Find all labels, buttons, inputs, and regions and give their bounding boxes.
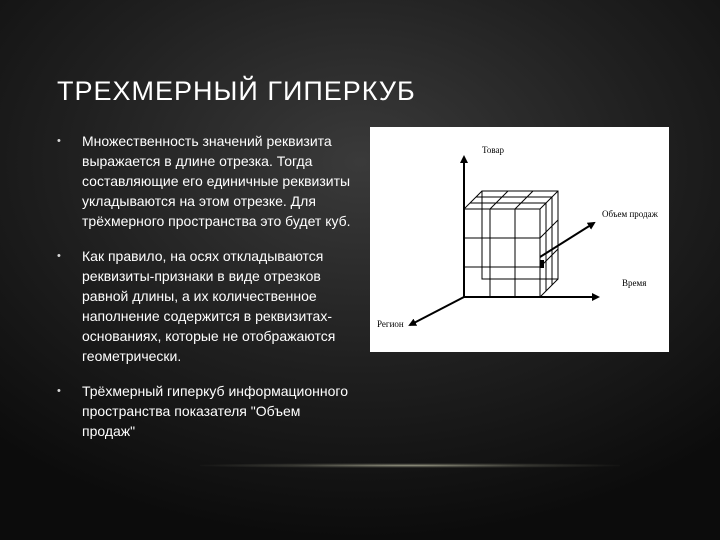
bullet-item [57,381,357,441]
hypercube-diagram [370,127,669,352]
bullet-item [57,246,357,366]
cube-edge [464,191,482,209]
cube-front-face [464,209,540,297]
axis-label-horizontal: Время [622,278,647,288]
grid-line [515,191,533,209]
bullet-text: Множественность значений реквизита выражается в длине отрезка. Тогда составляющие его единичные реквизиты укладываются на этом отрезке. Для трёхмерного пространства это будет куб. [82,133,351,229]
hypercube-figure [370,127,669,352]
highlighted-cell [540,260,544,268]
bullet-icon: • [57,135,61,147]
axis-label-vertical: Товар [482,145,504,155]
axis-label-diagonal: Регион [377,319,404,329]
grid-line [490,191,508,209]
cube-edge [540,191,558,209]
axis-label-depth: Объем продаж [602,209,658,219]
bullet-list [57,131,357,441]
axis-depth [540,223,594,257]
slide-title: ТРЕХМЕРНЫЙ ГИПЕРКУБ [57,76,416,106]
decorative-glow-line [200,463,620,468]
bullet-item [57,131,357,231]
bullet-text: Трёхмерный гиперкуб информационного пространства показателя "Объем продаж" [82,383,348,439]
bullet-icon: • [57,385,61,397]
bullet-icon: • [57,250,61,262]
cube-edge [540,279,558,297]
bullet-text: Как правило, на осях откладываются реквизиты-признаки в виде отрезков равной длины, а их количественное наполнение содержится в реквизитах-основаниях, которые не отображаются геометрически. [82,248,336,364]
axis-diagonal [410,297,464,325]
grid-line [540,220,558,238]
